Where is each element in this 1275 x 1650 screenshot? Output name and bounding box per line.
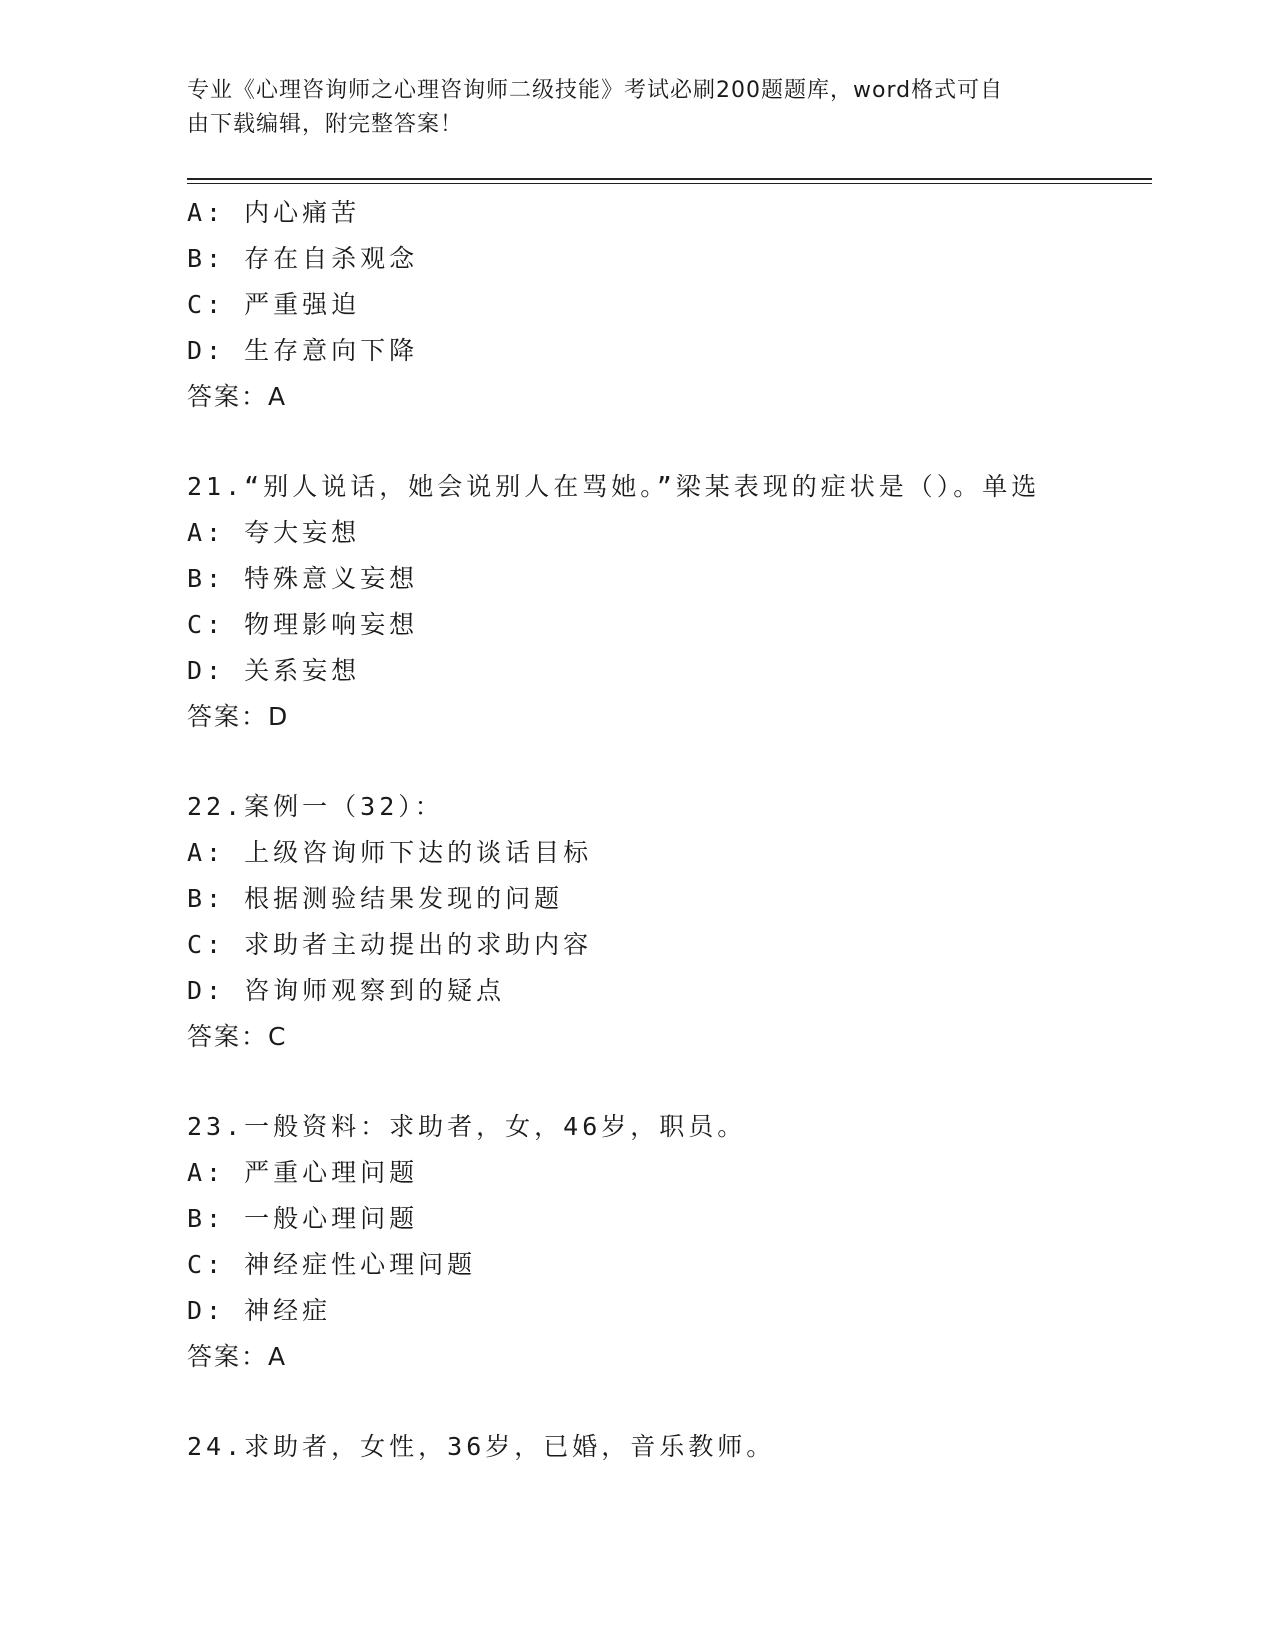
option-d: D: 关系妄想 <box>187 656 361 685</box>
option-c: C: 神经症性心理问题 <box>187 1250 477 1279</box>
question-block-20 <box>187 190 1147 420</box>
question-title: 21.“别人说话，她会说别人在骂她。”梁某表现的症状是（）。单选 <box>187 472 1041 501</box>
option-c: C: 求助者主动提出的求助内容 <box>187 930 593 959</box>
document-header <box>187 74 1067 142</box>
option-b: B: 一般心理问题 <box>187 1204 419 1233</box>
spacer <box>187 1380 1147 1424</box>
option-d: D: 生存意向下降 <box>187 336 419 365</box>
question-title: 22.案例一（32）： <box>187 792 444 821</box>
option-b: B: 根据测验结果发现的问题 <box>187 884 564 913</box>
option-b: B: 特殊意义妄想 <box>187 564 419 593</box>
question-block-23 <box>187 1104 1147 1380</box>
question-list <box>187 190 1147 1470</box>
option-c: C: 物理影响妄想 <box>187 610 419 639</box>
option-c: C: 严重强迫 <box>187 290 361 319</box>
answer-line: 答案：A <box>187 1342 288 1371</box>
option-b: B: 存在自杀观念 <box>187 244 419 273</box>
question-block-24 <box>187 1424 1147 1470</box>
answer-line: 答案：C <box>187 1022 288 1051</box>
spacer <box>187 1060 1147 1104</box>
option-a: A: 夸大妄想 <box>187 518 361 547</box>
option-a: A: 内心痛苦 <box>187 198 361 227</box>
option-d: D: 神经症 <box>187 1296 332 1325</box>
question-block-21 <box>187 464 1147 740</box>
spacer <box>187 420 1147 464</box>
option-a: A: 严重心理问题 <box>187 1158 419 1187</box>
answer-line: 答案：D <box>187 702 290 731</box>
header-divider-thin <box>187 183 1152 184</box>
header-line-2: 由下载编辑，附完整答案！ <box>187 112 464 137</box>
question-block-22 <box>187 784 1147 1060</box>
header-line-1: 专业《心理咨询师之心理咨询师二级技能》考试必刷200题题库，word格式可自 <box>187 78 1004 103</box>
question-title: 24.求助者，女性，36岁，已婚，音乐教师。 <box>187 1432 776 1461</box>
option-d: D: 咨询师观察到的疑点 <box>187 976 506 1005</box>
spacer <box>187 740 1147 784</box>
header-divider-thick <box>187 178 1152 180</box>
option-a: A: 上级咨询师下达的谈话目标 <box>187 838 593 867</box>
question-title: 23.一般资料：求助者，女，46岁，职员。 <box>187 1112 747 1141</box>
answer-line: 答案：A <box>187 382 288 411</box>
